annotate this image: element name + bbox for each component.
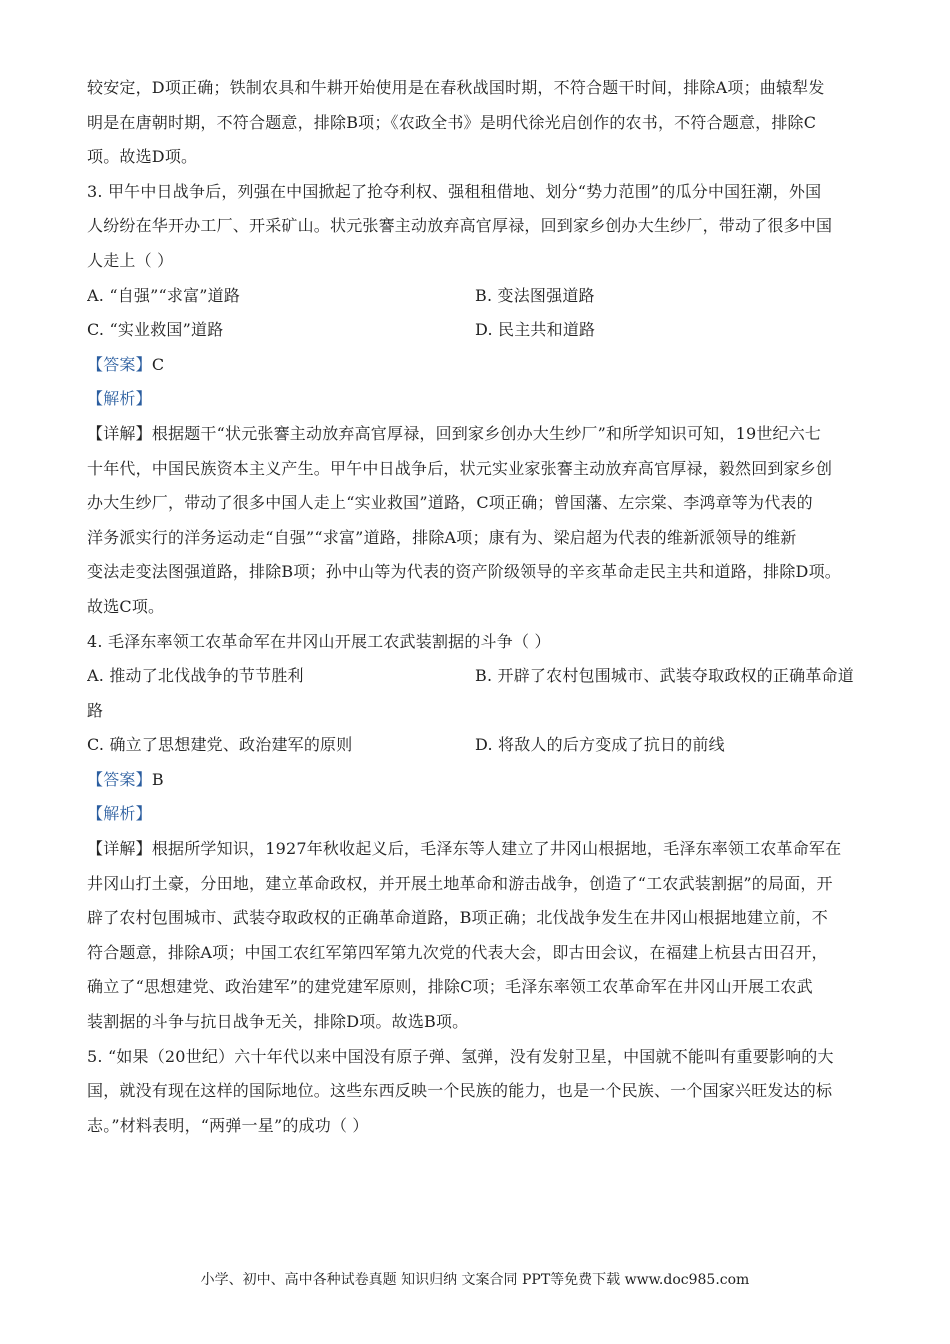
text-line: 项。故选D项。 [87, 147, 198, 167]
option-d: D. 将敌人的后方变成了抗日的前线 [475, 735, 725, 755]
options-row [87, 728, 872, 763]
detail-tag: 【详解】 [87, 423, 152, 443]
question-stem-line: 人走上（ ） [87, 250, 174, 270]
answer-line [87, 348, 872, 383]
detail-line [87, 417, 872, 452]
detail-line: 办大生纱厂，带动了很多中国人走上“实业救国”道路，C项正确；曾国藩、左宗棠、李鸿章等为代表的 [87, 493, 813, 513]
detail-line: 符合题意，排除A项；中国工农红军第四军第九次党的代表大会，即古田会议，在福建上杭县古田召开， [87, 942, 828, 962]
detail-tag: 【详解】 [87, 839, 152, 859]
option-a: A. 推动了北伐战争的节节胜利 [87, 666, 304, 686]
options-row [87, 659, 872, 694]
page-footer: 小学、初中、高中各种试卷真题 知识归纳 文案合同 PPT等免费下载 www.doc985.com [200, 1272, 750, 1288]
text-line: 明是在唐朝时期，不符合题意，排除B项；《农政全书》是明代徐光启创作的农书，不符合题意，排除C [87, 112, 817, 132]
detail-line: 变法走变法图强道路，排除B项；孙中山等为代表的资产阶级领导的辛亥革命走民主共和道路，排除D项。 [87, 562, 841, 582]
answer-value: B [151, 769, 164, 789]
option-b: B. 开辟了农村包围城市、武装夺取政权的正确革命道 [475, 666, 854, 686]
detail-line: 装割据的斗争与抗日战争无关，排除D项。故选B项。 [87, 1012, 469, 1032]
options-row [87, 313, 872, 348]
answer-tag: 【答案】 [87, 354, 152, 374]
detail-text: 根据所学知识，1927年秋收起义后，毛泽东等人建立了井冈山根据地，毛泽东率领工农革命军在 [151, 839, 842, 859]
question-5 [87, 1040, 872, 1144]
analysis-line [87, 797, 872, 832]
detail-line: 井冈山打土豪，分田地，建立革命政权，并开展土地革命和游击战争，创造了“工农武装割据”的局面，开 [87, 873, 833, 893]
option-b-continuation: 路 [87, 700, 104, 720]
option-d: D. 民主共和道路 [475, 320, 596, 340]
text-line: 较安定，D项正确；铁制农具和牛耕开始使用是在春秋战国时期，不符合题干时间，排除A项；曲辕犁发 [87, 78, 825, 97]
analysis-line [87, 382, 872, 417]
question-stem-line: 国，就没有现在这样的国际地位。这些东西反映一个民族的能力，也是一个民族、一个国家兴旺发达的标 [87, 1081, 833, 1101]
question-stem-line: 3. 甲午中日战争后，列强在中国掀起了抢夺利权、强租租借地、划分“势力范围”的瓜分中国狂潮，外国 [87, 181, 822, 201]
question-stem-line: 志。”材料表明，“两弹一星”的成功（ ） [87, 1115, 369, 1135]
question-stem-line: 4. 毛泽东率领工农革命军在井冈山开展工农武装割据的斗争（ ） [87, 631, 551, 651]
options-row [87, 279, 872, 314]
option-b: B. 变法图强道路 [475, 285, 595, 305]
option-a: A. “自强”“求富”道路 [87, 285, 241, 305]
question-stem-line: 人纷纷在华开办工厂、开采矿山。状元张謇主动放弃高官厚禄，回到家乡创办大生纱厂，带动了很多中国 [87, 216, 833, 236]
detail-line: 辟了农村包围城市、武装夺取政权的正确革命道路，B项正确；北伐战争发生在井冈山根据地建立前，不 [87, 908, 828, 928]
question-4 [87, 625, 872, 1040]
question-3 [87, 175, 872, 625]
detail-line: 故选C项。 [87, 596, 165, 616]
detail-line: 洋务派实行的洋务运动走“自强”“求富”道路，排除A项；康有为、梁启超为代表的维新派领导的维新 [87, 527, 797, 547]
detail-line: 确立了“思想建党、政治建军”的建党建军原则，排除C项；毛泽东率领工农革命军在井冈山开展工农武 [87, 977, 813, 997]
detail-line: 十年代，中国民族资本主义产生。甲午中日战争后，状元实业家张謇主动放弃高官厚禄，毅然回到家乡创 [87, 458, 833, 478]
analysis-tag: 【解析】 [87, 389, 152, 409]
option-c: C. “实业救国”道路 [87, 320, 224, 340]
question-stem-line: 5. “如果（20世纪）六十年代以来中国没有原子弹、氢弹，没有发射卫星，中国就不能叫有重要影响的大 [87, 1046, 834, 1066]
answer-line [87, 763, 872, 798]
answer-value: C [151, 354, 165, 374]
option-c: C. 确立了思想建党、政治建军的原则 [87, 735, 353, 755]
answer-tag: 【答案】 [87, 769, 152, 789]
analysis-tag: 【解析】 [87, 804, 152, 824]
detail-text: 根据题干“状元张謇主动放弃高官厚禄，回到家乡创办大生纱厂”和所学知识可知，19世纪六七 [151, 423, 822, 443]
detail-line [87, 832, 872, 867]
page-content [87, 71, 872, 1143]
